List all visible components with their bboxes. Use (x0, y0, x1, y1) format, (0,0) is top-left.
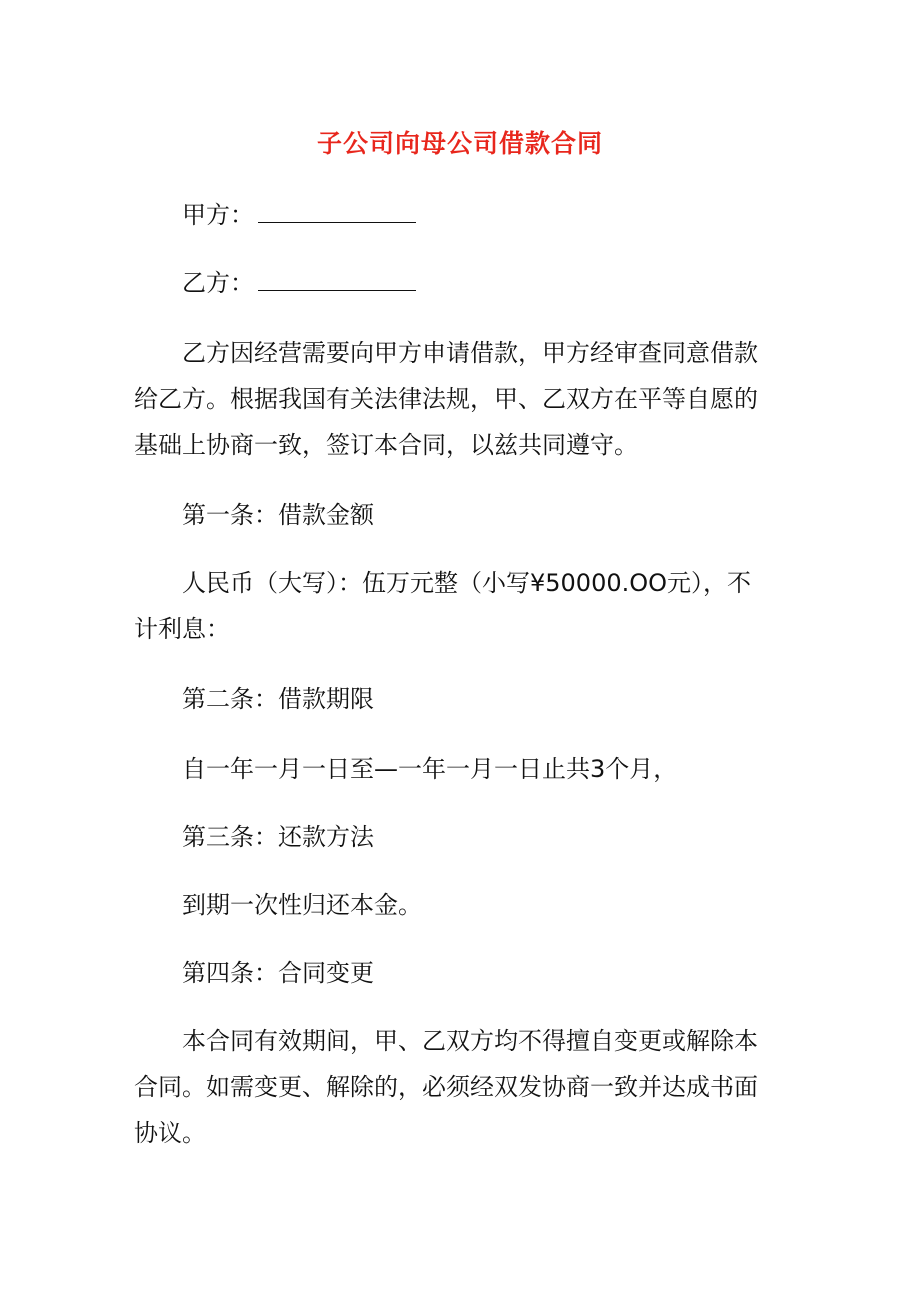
intro-line-2: 给乙方。根据我国有关法律法规，甲、乙双方在平等自愿的 (134, 385, 758, 413)
article-4-line-1: 本合同有效期间，甲、乙双方均不得擅自变更或解除本 (182, 1027, 758, 1055)
party-a-line (0, 192, 920, 238)
article-1-line-2: 计利息： (134, 615, 230, 643)
party-a-label: 甲方： (182, 201, 254, 229)
party-b-label: 乙方： (182, 269, 254, 297)
article-1-heading: 第一条：借款金额 (182, 501, 374, 529)
article-1-line-1: 人民币（大写）：伍万元整（小写¥50000.OO元），不 (182, 569, 752, 597)
party-b-line (0, 260, 920, 306)
intro-line-3: 基础上协商一致，签订本合同，以兹共同遵守。 (134, 431, 638, 459)
party-b-blank (258, 268, 416, 291)
article-4-heading: 第四条：合同变更 (182, 959, 374, 987)
article-4-line-2: 合同。如需变更、解除的，必须经双发协商一致并达成书面 (134, 1073, 758, 1101)
article-1-body (0, 560, 920, 652)
intro-line-1: 乙方因经营需要向甲方申请借款，甲方经审查同意借款 (182, 339, 758, 367)
intro-paragraph (0, 330, 920, 468)
article-2-body (0, 746, 920, 792)
article-4-line-3: 协议。 (134, 1119, 206, 1147)
article-2-line-1: 自一年一月一日至—一年一月一日止共3个月， (182, 755, 678, 783)
article-3-heading: 第三条：还款方法 (182, 823, 374, 851)
article-2-heading: 第二条：借款期限 (182, 685, 374, 713)
party-a-blank (258, 200, 416, 223)
document-title: 子公司向母公司借款合同 (316, 129, 603, 158)
article-3-body (0, 882, 920, 928)
article-4-body (0, 1018, 920, 1156)
article-3-line-1: 到期一次性归还本金。 (182, 891, 422, 919)
